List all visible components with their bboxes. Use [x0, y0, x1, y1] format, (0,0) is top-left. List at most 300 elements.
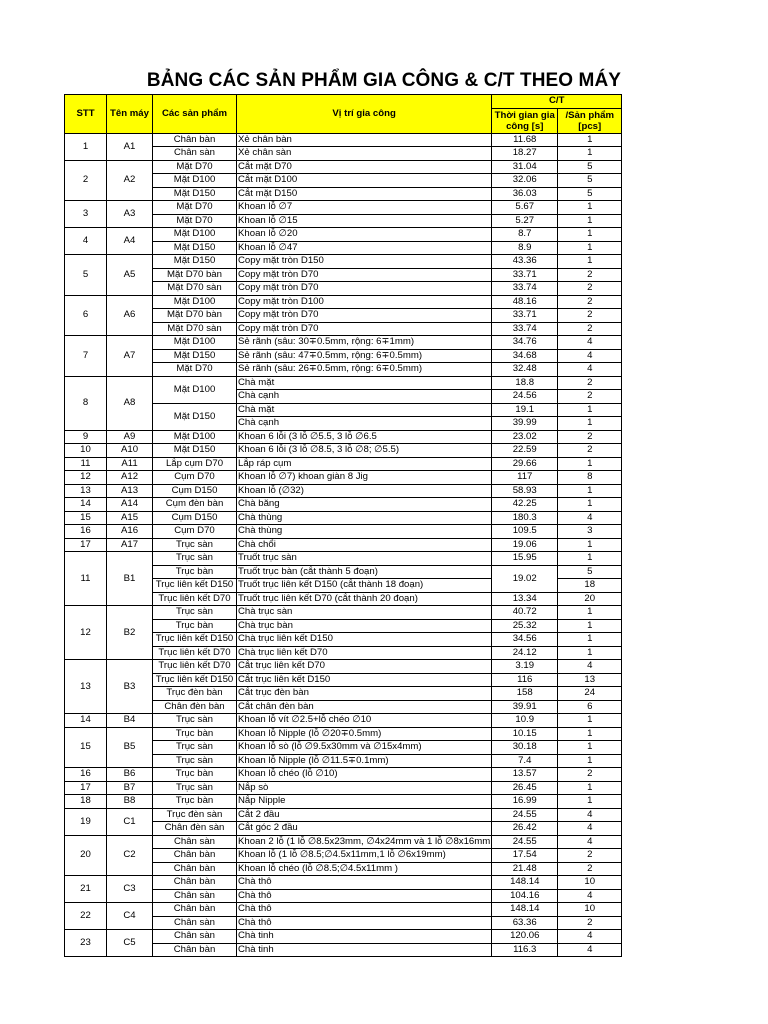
time-cell: 148.14 — [492, 876, 558, 890]
product-cell: Trục đèn bàn — [153, 687, 237, 701]
operation-cell: Truốt trục liên kết D70 (cắt thành 20 đoạn) — [237, 592, 492, 606]
time-cell: 58.93 — [492, 484, 558, 498]
qty-cell: 1 — [558, 646, 622, 660]
operation-cell: Copy mặt tròn D70 — [237, 322, 492, 336]
table-row — [65, 457, 622, 471]
table-row — [65, 903, 622, 917]
time-cell: 15.95 — [492, 552, 558, 566]
table-row — [65, 795, 622, 809]
stt-cell: 16 — [65, 525, 107, 539]
operation-cell: Truốt trục sàn — [237, 552, 492, 566]
stt-cell: 16 — [65, 768, 107, 782]
product-cell: Chân bàn — [153, 903, 237, 917]
product-cell: Trục liên kết D150 — [153, 673, 237, 687]
product-cell: Mặt D150 — [153, 349, 237, 363]
qty-cell: 4 — [558, 808, 622, 822]
product-cell: Chân sàn — [153, 916, 237, 930]
machine-cell: A8 — [107, 376, 153, 430]
header-time: Thời gian gia công [s] — [492, 108, 558, 133]
table-row — [65, 444, 622, 458]
stt-cell: 10 — [65, 444, 107, 458]
operation-cell: Chà thùng — [237, 525, 492, 539]
product-cell: Mặt D150 — [153, 403, 237, 430]
operation-cell: Sẻ rãnh (sâu: 47∓0.5mm, rộng: 6∓0.5mm) — [237, 349, 492, 363]
operation-cell: Chà mặt — [237, 376, 492, 390]
operation-cell: Khoan lỗ (∅32) — [237, 484, 492, 498]
qty-cell: 2 — [558, 849, 622, 863]
qty-cell: 4 — [558, 835, 622, 849]
time-cell: 148.14 — [492, 903, 558, 917]
operation-cell: Khoan lỗ ∅7) khoan giàn 8 Jig — [237, 471, 492, 485]
qty-cell: 1 — [558, 619, 622, 633]
time-cell: 26.42 — [492, 822, 558, 836]
machine-cell: A16 — [107, 525, 153, 539]
time-cell: 31.04 — [492, 160, 558, 174]
page-title: BẢNG CÁC SẢN PHẨM GIA CÔNG & C/T THEO MÁY — [146, 70, 622, 91]
stt-cell: 19 — [65, 808, 107, 835]
qty-cell: 2 — [558, 430, 622, 444]
product-cell: Chân sàn — [153, 889, 237, 903]
table-row — [65, 660, 622, 674]
qty-cell: 2 — [558, 322, 622, 336]
stt-cell: 13 — [65, 484, 107, 498]
operation-cell: Khoan lỗ (1 lỗ ∅8.5;∅4.5x11mm,1 lỗ ∅6x19mm) — [237, 849, 492, 863]
machine-cell: B7 — [107, 781, 153, 795]
operation-cell: Cắt trục liên kết D150 — [237, 673, 492, 687]
machine-cell: B5 — [107, 727, 153, 768]
machine-cell: A5 — [107, 255, 153, 296]
table-row — [65, 160, 622, 174]
table-row — [65, 808, 622, 822]
header-machine: Tên máy — [107, 95, 153, 134]
time-cell: 32.06 — [492, 174, 558, 188]
machine-cell: B4 — [107, 714, 153, 728]
operation-cell: Xẻ chân sàn — [237, 147, 492, 161]
qty-cell: 1 — [558, 741, 622, 755]
products-table — [64, 94, 622, 957]
table-row — [65, 538, 622, 552]
table-row — [65, 201, 622, 215]
stt-cell: 23 — [65, 930, 107, 957]
qty-cell: 1 — [558, 133, 622, 147]
table-row — [65, 876, 622, 890]
product-cell: Lắp cụm D70 — [153, 457, 237, 471]
time-cell: 7.4 — [492, 754, 558, 768]
stt-cell: 14 — [65, 714, 107, 728]
stt-cell: 9 — [65, 430, 107, 444]
product-cell: Mặt D100 — [153, 376, 237, 403]
stt-cell: 6 — [65, 295, 107, 336]
qty-cell: 1 — [558, 457, 622, 471]
product-cell: Mặt D70 — [153, 160, 237, 174]
qty-cell: 1 — [558, 795, 622, 809]
time-cell: 116.3 — [492, 943, 558, 957]
product-cell: Mặt D100 — [153, 295, 237, 309]
stt-cell: 17 — [65, 538, 107, 552]
machine-cell: C3 — [107, 876, 153, 903]
operation-cell: Copy mặt tròn D100 — [237, 295, 492, 309]
qty-cell: 4 — [558, 349, 622, 363]
qty-cell: 8 — [558, 471, 622, 485]
table-row — [65, 255, 622, 269]
product-cell: Chân bàn — [153, 943, 237, 957]
product-cell: Mặt D150 — [153, 241, 237, 255]
machine-cell: C5 — [107, 930, 153, 957]
product-cell: Trục bàn — [153, 619, 237, 633]
table-row — [65, 552, 622, 566]
table-row — [65, 714, 622, 728]
qty-cell: 1 — [558, 255, 622, 269]
qty-cell: 1 — [558, 552, 622, 566]
time-cell: 8.9 — [492, 241, 558, 255]
header-per-product: /Sản phẩm [pcs] — [558, 108, 622, 133]
product-cell: Trục bàn — [153, 565, 237, 579]
qty-cell: 24 — [558, 687, 622, 701]
time-cell: 8.7 — [492, 228, 558, 242]
operation-cell: Cắt góc 2 đầu — [237, 822, 492, 836]
time-cell: 17.54 — [492, 849, 558, 863]
operation-cell: Khoan lỗ Nipple (lỗ ∅20∓0.5mm) — [237, 727, 492, 741]
machine-cell: A1 — [107, 133, 153, 160]
stt-cell: 12 — [65, 606, 107, 660]
time-cell: 19.1 — [492, 403, 558, 417]
operation-cell: Chà thô — [237, 903, 492, 917]
stt-cell: 1 — [65, 133, 107, 160]
table-row — [65, 471, 622, 485]
time-cell: 120.06 — [492, 930, 558, 944]
operation-cell: Cắt trục đèn bàn — [237, 687, 492, 701]
table-row — [65, 484, 622, 498]
time-cell: 23.02 — [492, 430, 558, 444]
operation-cell: Khoan lỗ chéo (lỗ ∅8.5;∅4.5x11mm ) — [237, 862, 492, 876]
qty-cell: 18 — [558, 579, 622, 593]
machine-cell: B2 — [107, 606, 153, 660]
qty-cell: 4 — [558, 943, 622, 957]
qty-cell: 1 — [558, 417, 622, 431]
table-row — [65, 511, 622, 525]
product-cell: Cụm đèn bàn — [153, 498, 237, 512]
product-cell: Mặt D70 — [153, 363, 237, 377]
time-cell: 11.68 — [492, 133, 558, 147]
time-cell: 34.56 — [492, 633, 558, 647]
qty-cell: 2 — [558, 862, 622, 876]
qty-cell: 2 — [558, 295, 622, 309]
qty-cell: 4 — [558, 930, 622, 944]
qty-cell: 1 — [558, 633, 622, 647]
operation-cell: Chà trục sàn — [237, 606, 492, 620]
time-cell: 36.03 — [492, 187, 558, 201]
operation-cell: Chà băng — [237, 498, 492, 512]
operation-cell: Truốt trục liên kết D150 (cắt thành 18 đoạn) — [237, 579, 492, 593]
time-cell: 30.18 — [492, 741, 558, 755]
time-cell: 22.59 — [492, 444, 558, 458]
operation-cell: Cắt mặt D150 — [237, 187, 492, 201]
stt-cell: 12 — [65, 471, 107, 485]
time-cell: 39.99 — [492, 417, 558, 431]
time-cell: 10.9 — [492, 714, 558, 728]
time-cell: 16.99 — [492, 795, 558, 809]
operation-cell: Khoan lỗ ∅20 — [237, 228, 492, 242]
table-row — [65, 376, 622, 390]
product-cell: Cụm D70 — [153, 471, 237, 485]
time-cell: 21.48 — [492, 862, 558, 876]
product-cell: Chân bàn — [153, 876, 237, 890]
operation-cell: Chà thô — [237, 876, 492, 890]
qty-cell: 2 — [558, 916, 622, 930]
stt-cell: 18 — [65, 795, 107, 809]
qty-cell: 1 — [558, 228, 622, 242]
machine-cell: A10 — [107, 444, 153, 458]
operation-cell: Chà trục liên kết D70 — [237, 646, 492, 660]
machine-cell: A7 — [107, 336, 153, 377]
stt-cell: 14 — [65, 498, 107, 512]
qty-cell: 1 — [558, 201, 622, 215]
header-product: Các sản phẩm — [153, 95, 237, 134]
time-cell: 63.36 — [492, 916, 558, 930]
product-cell: Mặt D150 — [153, 255, 237, 269]
qty-cell: 10 — [558, 876, 622, 890]
header-row — [65, 95, 622, 109]
product-cell: Trục sàn — [153, 741, 237, 755]
stt-cell: 22 — [65, 903, 107, 930]
operation-cell: Chà thô — [237, 889, 492, 903]
qty-cell: 2 — [558, 768, 622, 782]
qty-cell: 1 — [558, 484, 622, 498]
machine-cell: C2 — [107, 835, 153, 876]
stt-cell: 11 — [65, 457, 107, 471]
machine-cell: C4 — [107, 903, 153, 930]
table-row — [65, 606, 622, 620]
qty-cell: 1 — [558, 781, 622, 795]
time-cell: 42.25 — [492, 498, 558, 512]
product-cell: Mặt D70 bàn — [153, 268, 237, 282]
product-cell: Cụm D70 — [153, 525, 237, 539]
product-cell: Chân đèn sàn — [153, 822, 237, 836]
time-cell: 39.91 — [492, 700, 558, 714]
operation-cell: Khoan 2 lỗ (1 lỗ ∅8.5x23mm, ∅4x24mm và 1 lỗ ∅8x16mm — [238, 835, 491, 847]
product-cell: Trục sàn — [153, 606, 237, 620]
operation-cell: Cắt 2 đầu — [237, 808, 492, 822]
table-row — [65, 430, 622, 444]
time-cell: 180.3 — [492, 511, 558, 525]
time-cell: 109.5 — [492, 525, 558, 539]
operation-cell: Chà tinh — [237, 943, 492, 957]
table-row — [65, 133, 622, 147]
time-cell: 158 — [492, 687, 558, 701]
stt-cell: 13 — [65, 660, 107, 714]
qty-cell: 4 — [558, 336, 622, 350]
qty-cell: 1 — [558, 403, 622, 417]
operation-cell: Chà cạnh — [237, 417, 492, 431]
operation-cell: Khoan lỗ vít ∅2.5+lỗ chéo ∅10 — [237, 714, 492, 728]
machine-cell: A6 — [107, 295, 153, 336]
operation-cell: Khoan lỗ chéo (lỗ ∅10) — [237, 768, 492, 782]
product-cell: Mặt D150 — [153, 444, 237, 458]
operation-cell: Copy mặt tròn D70 — [237, 282, 492, 296]
operation-cell: Khoan 6 lỗi (3 lỗ ∅5.5, 3 lỗ ∅6.5 — [237, 430, 492, 444]
product-cell: Mặt D70 — [153, 214, 237, 228]
stt-cell: 11 — [65, 552, 107, 606]
time-cell: 19.06 — [492, 538, 558, 552]
operation-cell: Chà trục liên kết D150 — [237, 633, 492, 647]
qty-cell: 1 — [558, 538, 622, 552]
operation-cell: Sẻ rãnh (sâu: 30∓0.5mm, rộng: 6∓1mm) — [237, 336, 492, 350]
operation-cell: Chà thùng — [237, 511, 492, 525]
qty-cell: 5 — [558, 160, 622, 174]
operation-cell: Cắt mặt D100 — [237, 174, 492, 188]
time-cell: 40.72 — [492, 606, 558, 620]
product-cell: Trục sàn — [153, 552, 237, 566]
product-cell: Trục bàn — [153, 795, 237, 809]
product-cell: Trục liên kết D150 — [153, 579, 237, 593]
qty-cell: 5 — [558, 174, 622, 188]
operation-cell: Copy mặt tròn D70 — [237, 309, 492, 323]
time-cell: 10.15 — [492, 727, 558, 741]
qty-cell: 4 — [558, 822, 622, 836]
time-cell: 32.48 — [492, 363, 558, 377]
time-cell: 24.55 — [492, 808, 558, 822]
product-cell: Trục sàn — [153, 781, 237, 795]
stt-cell: 15 — [65, 727, 107, 768]
qty-cell: 1 — [558, 754, 622, 768]
time-cell: 43.36 — [492, 255, 558, 269]
operation-cell: Lắp ráp cụm — [237, 457, 492, 471]
operation-cell: Chà trục bàn — [237, 619, 492, 633]
operation-cell: Xẻ chân bàn — [237, 133, 492, 147]
time-cell: 24.12 — [492, 646, 558, 660]
time-cell: 116 — [492, 673, 558, 687]
qty-cell: 2 — [558, 390, 622, 404]
stt-cell: 4 — [65, 228, 107, 255]
table-row — [65, 295, 622, 309]
qty-cell: 2 — [558, 444, 622, 458]
qty-cell: 4 — [558, 889, 622, 903]
product-cell: Chân sàn — [153, 835, 237, 849]
time-cell: 25.32 — [492, 619, 558, 633]
operation-cell: Chà tinh — [237, 930, 492, 944]
operation-cell: Cắt trục liên kết D70 — [237, 660, 492, 674]
stt-cell: 3 — [65, 201, 107, 228]
operation-cell: Khoan lỗ sò (lỗ ∅9.5x30mm và ∅15x4mm) — [237, 741, 492, 755]
product-cell: Mặt D70 sàn — [153, 322, 237, 336]
product-cell: Mặt D70 — [153, 201, 237, 215]
product-cell: Cụm D150 — [153, 484, 237, 498]
machine-cell: B3 — [107, 660, 153, 714]
qty-cell: 4 — [558, 660, 622, 674]
qty-cell: 6 — [558, 700, 622, 714]
machine-cell: B1 — [107, 552, 153, 606]
qty-cell: 5 — [558, 187, 622, 201]
table-row — [65, 781, 622, 795]
qty-cell: 3 — [558, 525, 622, 539]
product-cell: Chân bàn — [153, 849, 237, 863]
machine-cell: C1 — [107, 808, 153, 835]
qty-cell: 4 — [558, 363, 622, 377]
time-cell: 13.34 — [492, 592, 558, 606]
machine-cell: A11 — [107, 457, 153, 471]
operation-cell: Chà mặt — [237, 403, 492, 417]
operation-cell: Copy mặt tròn D70 — [237, 268, 492, 282]
table-row — [65, 498, 622, 512]
time-cell: 5.27 — [492, 214, 558, 228]
product-cell: Trục bàn — [153, 768, 237, 782]
table-row — [65, 727, 622, 741]
product-cell: Cụm D150 — [153, 511, 237, 525]
product-cell: Mặt D70 sàn — [153, 282, 237, 296]
operation-cell: Chà cạnh — [237, 390, 492, 404]
operation-cell: Khoan lỗ ∅47 — [237, 241, 492, 255]
product-cell: Chân sàn — [153, 930, 237, 944]
qty-cell: 1 — [558, 727, 622, 741]
table-row — [65, 525, 622, 539]
operation-cell: Chà chổi — [237, 538, 492, 552]
machine-cell: A15 — [107, 511, 153, 525]
stt-cell: 17 — [65, 781, 107, 795]
header-ct: C/T — [492, 95, 622, 109]
time-cell: 117 — [492, 471, 558, 485]
product-cell: Trục sàn — [153, 714, 237, 728]
product-cell: Trục đèn sàn — [153, 808, 237, 822]
stt-cell: 2 — [65, 160, 107, 201]
product-cell: Trục liên kết D70 — [153, 660, 237, 674]
qty-cell: 1 — [558, 498, 622, 512]
product-cell: Mặt D100 — [153, 430, 237, 444]
operation-cell: Sẻ rãnh (sâu: 26∓0.5mm, rộng: 6∓0.5mm) — [237, 363, 492, 377]
qty-cell: 1 — [558, 214, 622, 228]
time-cell: 13.57 — [492, 768, 558, 782]
product-cell: Mặt D100 — [153, 228, 237, 242]
product-cell: Trục liên kết D70 — [153, 592, 237, 606]
time-cell: 24.56 — [492, 390, 558, 404]
operation-cell: Chà thô — [237, 916, 492, 930]
time-cell: 3.19 — [492, 660, 558, 674]
machine-cell: A2 — [107, 160, 153, 201]
operation-cell: Cắt chân đèn bàn — [237, 700, 492, 714]
time-cell: 18.8 — [492, 376, 558, 390]
qty-cell: 2 — [558, 282, 622, 296]
stt-cell: 7 — [65, 336, 107, 377]
time-cell: 24.55 — [492, 835, 558, 849]
qty-cell: 2 — [558, 376, 622, 390]
time-cell: 33.71 — [492, 309, 558, 323]
product-cell: Trục liên kết D150 — [153, 633, 237, 647]
time-cell: 33.74 — [492, 282, 558, 296]
qty-cell: 1 — [558, 606, 622, 620]
operation-cell: Khoan 6 lỗi (3 lỗ ∅8.5, 3 lỗ ∅8; ∅5.5) — [237, 444, 492, 458]
operation-cell: Cắt mặt D70 — [237, 160, 492, 174]
time-cell: 34.68 — [492, 349, 558, 363]
qty-cell: 5 — [558, 565, 622, 579]
machine-cell: A3 — [107, 201, 153, 228]
stt-cell: 20 — [65, 835, 107, 876]
operation-cell: Copy mặt tròn D150 — [237, 255, 492, 269]
time-cell: 104.16 — [492, 889, 558, 903]
table-row — [65, 228, 622, 242]
time-cell: 34.76 — [492, 336, 558, 350]
product-cell: Trục liên kết D70 — [153, 646, 237, 660]
stt-cell: 5 — [65, 255, 107, 296]
stt-cell: 8 — [65, 376, 107, 430]
product-cell: Mặt D100 — [153, 174, 237, 188]
qty-cell: 1 — [558, 147, 622, 161]
qty-cell: 4 — [558, 511, 622, 525]
stt-cell: 21 — [65, 876, 107, 903]
machine-cell: A12 — [107, 471, 153, 485]
operation-cell: Khoan lỗ ∅15 — [237, 214, 492, 228]
time-cell: 29.66 — [492, 457, 558, 471]
product-cell: Chân đèn bàn — [153, 700, 237, 714]
qty-cell: 13 — [558, 673, 622, 687]
